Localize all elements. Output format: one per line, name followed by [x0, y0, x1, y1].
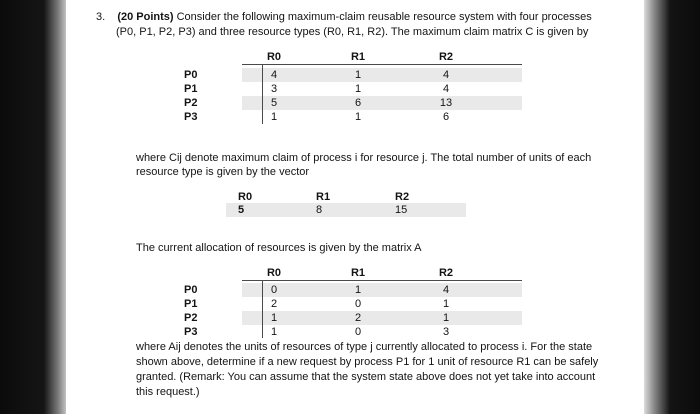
table-header-rule: [242, 280, 522, 281]
column-header: R1: [316, 191, 331, 203]
table-row-shade: [242, 311, 522, 325]
column-header: R0: [266, 267, 282, 279]
table-row-shade: [242, 96, 522, 110]
table-cell: 3: [270, 83, 278, 95]
table-cell: 15: [395, 204, 408, 216]
table-header-rule: [242, 64, 522, 65]
row-label: P3: [184, 111, 198, 123]
table-cell: 5: [270, 97, 278, 109]
row-label: P3: [184, 326, 198, 338]
row-label: P2: [184, 312, 198, 324]
column-header: R2: [395, 191, 410, 203]
allocation-intro: The current allocation of resources is given by the matrix A: [136, 242, 422, 254]
table-cell: 1: [354, 69, 362, 81]
document-page: [66, 0, 644, 414]
table-divider: [262, 280, 263, 338]
table-cell: 1: [270, 326, 278, 338]
closing-text-line-2: shown above, determine if a new request by process P1 for 1 unit of resource R1 can be safely: [136, 356, 599, 368]
table-cell: 6: [354, 97, 362, 109]
vector-description-line-1: where Cij denote maximum claim of process i for resource j. The total number of units of each: [136, 152, 592, 164]
row-label: P1: [184, 298, 198, 310]
table-row-shade: [226, 203, 466, 217]
question-intro-text: Consider the following maximum-claim reusable resource system with four processes: [173, 11, 592, 23]
row-label: P0: [184, 284, 198, 296]
table-cell: 5: [238, 204, 245, 216]
table-cell: 4: [442, 83, 450, 95]
table-cell: 8: [316, 204, 323, 216]
question-intro-line-1: [96, 10, 592, 24]
table-cell: 1: [354, 83, 362, 95]
table-cell: 4: [442, 69, 450, 81]
table-cell: 1: [354, 111, 362, 123]
table-divider: [262, 64, 263, 124]
table-cell: 0: [354, 326, 362, 338]
table-cell: 4: [270, 69, 278, 81]
closing-text-line-3: granted. (Remark: You can assume that the system state above does not yet take into account: [136, 371, 596, 383]
column-header: R0: [238, 191, 253, 203]
table-cell: 1: [354, 284, 362, 296]
table-cell: 3: [442, 326, 450, 338]
table-cell: 4: [442, 284, 450, 296]
closing-text-line-1: where Aij denotes the units of resources of type j currently allocated to process i. For the state: [136, 341, 593, 353]
table-cell: 2: [354, 312, 362, 324]
vector-description-line-2: resource type is given by the vector: [136, 166, 310, 178]
table-cell: 0: [354, 298, 362, 310]
table-cell: 1: [442, 312, 450, 324]
table-cell: 13: [439, 97, 453, 109]
column-header: R0: [266, 51, 282, 63]
question-intro-line-2: (P0, P1, P2, P3) and three resource types (R0, R1, R2). The maximum claim matrix C is given by: [116, 26, 589, 38]
column-header: R2: [438, 267, 454, 279]
table-cell: 1: [270, 312, 278, 324]
column-header: R1: [350, 51, 366, 63]
question-points: (20 Points): [117, 11, 174, 23]
column-header: R2: [438, 51, 454, 63]
table-cell: 2: [270, 298, 278, 310]
closing-text-line-4: this request.): [136, 386, 200, 398]
row-label: P0: [184, 69, 198, 81]
table-cell: 0: [270, 284, 278, 296]
row-label: P1: [184, 83, 198, 95]
column-header: R1: [350, 267, 366, 279]
table-row-shade: [242, 283, 522, 297]
table-row-shade: [242, 68, 522, 82]
table-cell: 6: [442, 111, 450, 123]
table-cell: 1: [270, 111, 278, 123]
photo-edge-right: [642, 0, 700, 414]
question-number: 3.: [96, 11, 106, 23]
table-cell: 1: [442, 298, 450, 310]
photo-edge-left: [0, 0, 70, 414]
row-label: P2: [184, 97, 198, 109]
